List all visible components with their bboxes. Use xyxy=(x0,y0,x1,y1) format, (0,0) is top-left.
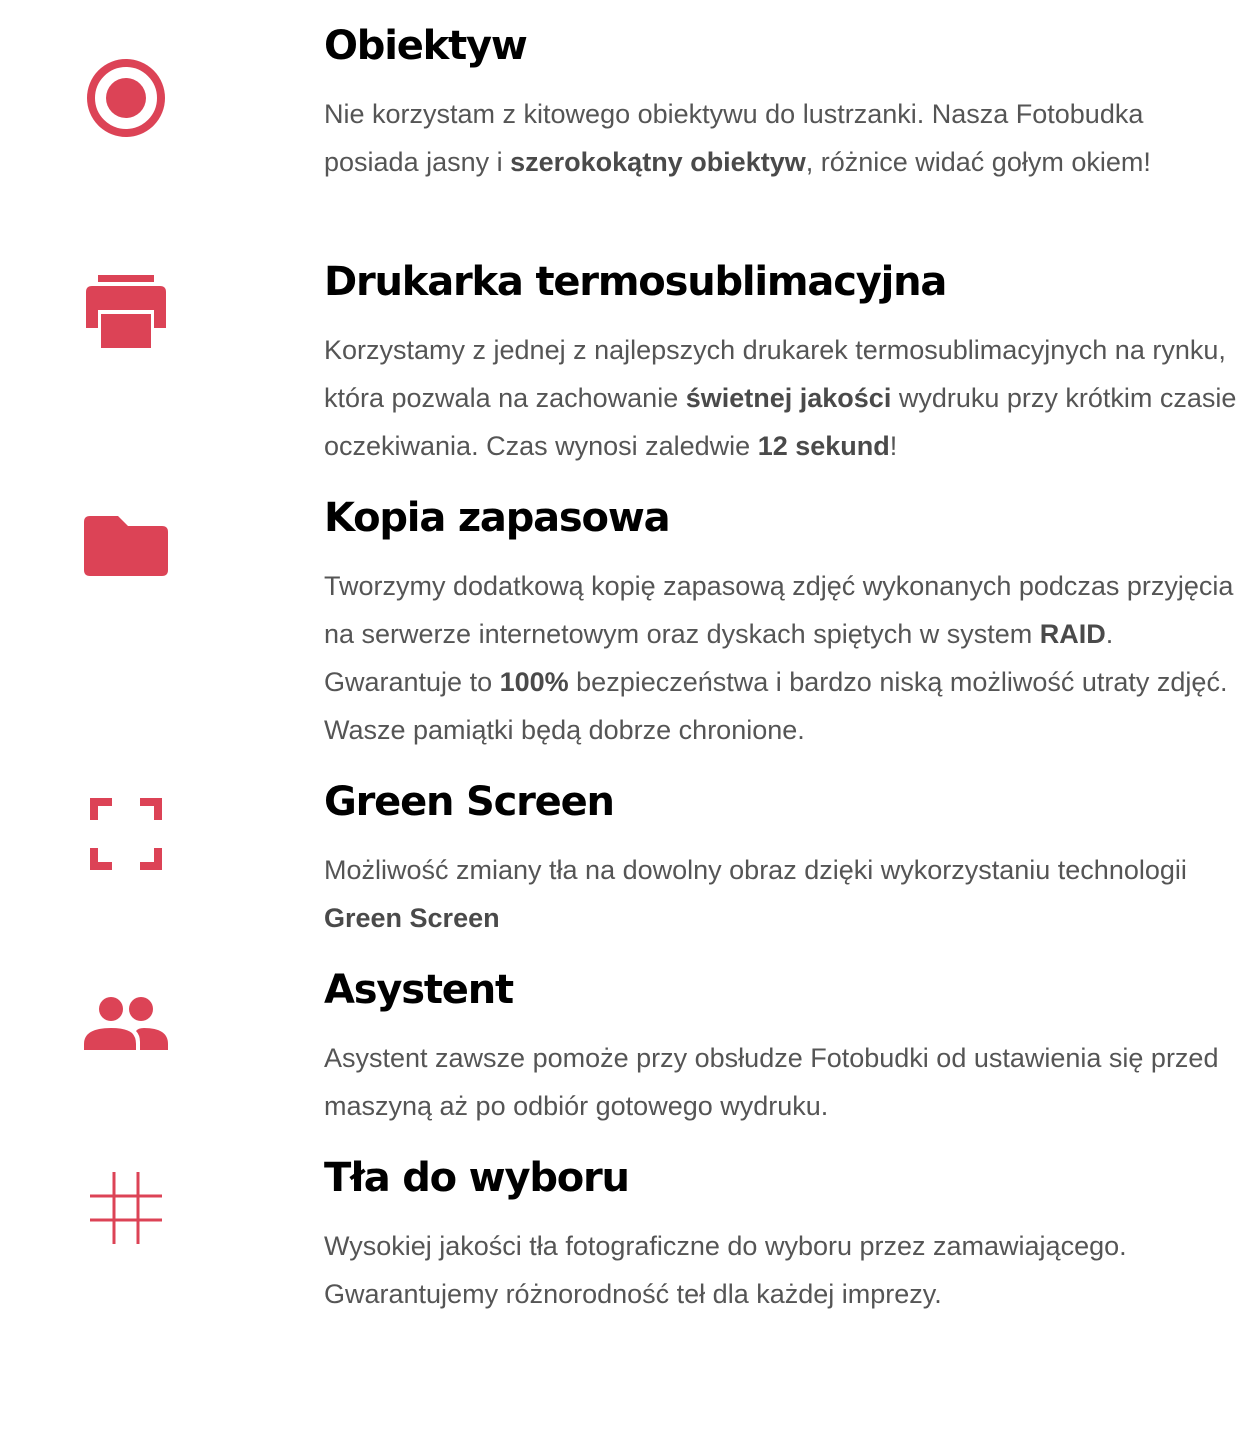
feature-description: Możliwość zmiany tła na dowolny obraz dzięki wykorzystaniu technologii Green Screen xyxy=(324,855,1187,933)
fullscreen-icon xyxy=(74,782,178,886)
folder-icon xyxy=(74,498,178,602)
printer-icon xyxy=(74,258,178,362)
feature-description: Asystent zawsze pomoże przy obsłudze Fotobudki od ustawienia się przed maszyną aż po odbiór gotowego wydruku. xyxy=(324,1043,1219,1121)
feature-title: Asystent xyxy=(324,967,513,1013)
feature-title: Obiektyw xyxy=(324,23,527,69)
feature-title: Kopia zapasowa xyxy=(324,495,670,541)
feature-description: Nie korzystam z kitowego obiektywu do lustrzanki. Nasza Fotobudka posiada jasny i szerokokątny obiektyw, różnice widać gołym okiem! xyxy=(324,99,1151,177)
feature-description: Korzystamy z jednej z najlepszych drukarek termosublimacyjnych na rynku, która pozwala na zachowanie świetnej jakości wydruku przy krótkim czasie oczekiwania. Czas wynosi zaledwie 12 sekund! xyxy=(324,335,1237,461)
lens-icon xyxy=(74,46,178,150)
grid-icon xyxy=(74,1156,178,1260)
feature-title: Tła do wyboru xyxy=(324,1155,629,1201)
feature-description: Wysokiej jakości tła fotograficzne do wyboru przez zamawiającego. Gwarantujemy różnorodność teł dla każdej imprezy. xyxy=(324,1231,1127,1309)
feature-title: Green Screen xyxy=(324,779,614,825)
feature-description: Tworzymy dodatkową kopię zapasową zdjęć wykonanych podczas przyjęcia na serwerze internetowym oraz dyskach spiętych w system RAID. Gwarantuje to 100% bezpieczeństwa i bardzo niską możliwość utraty zdjęć. Wasze pamiątki będą dobrze chronione. xyxy=(324,571,1234,745)
people-icon xyxy=(74,970,178,1074)
feature-title: Drukarka termosublimacyjna xyxy=(324,259,947,305)
